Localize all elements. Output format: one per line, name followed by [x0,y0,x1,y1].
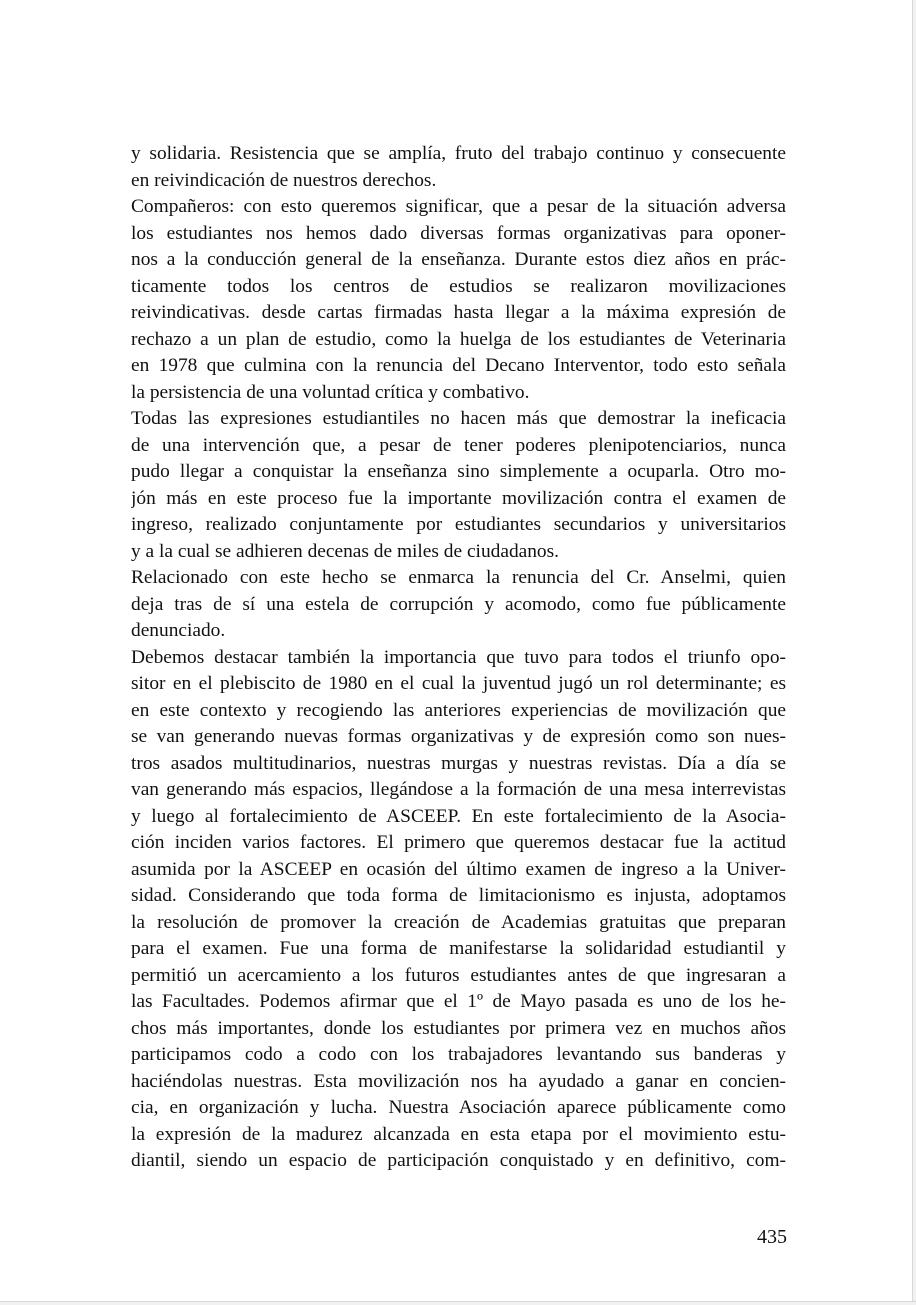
text-line: jón más en este proceso fue la importante movilización contra el examen de [131,487,786,509]
text-line: y a la cual se adhieren decenas de miles de ciudadanos. [131,540,560,562]
text-line: para el examen. Fue una forma de manifestarse la solidaridad estudiantil y [131,938,786,959]
text-line: diantil, siendo un espacio de participación conquistado y en definitivo, com- [131,1150,786,1171]
text-line: las Facultades. Podemos afirmar que el 1º de Mayo pasada es uno de los he- [131,991,786,1012]
text-line: ticamente todos los centros de estudios se realizaron movilizaciones [131,275,786,297]
text-line: rechazo a un plan de estudio, como la huelga de los estudiantes de Veterinaria [131,328,786,350]
text-line: denunciado. [131,620,226,641]
text-line: pudo llegar a conquistar la enseñanza sino simplemente a ocuparla. Otro mo- [131,461,786,482]
text-line: en reivindicación de nuestros derechos. [131,169,437,191]
page-edge-bottom [0,1301,916,1305]
text-line: reivindicativas. desde cartas firmadas hasta llegar a la máxima expresión de [131,302,786,323]
text-line: sitor en el plebiscito de 1980 en el cual la juventud jugó un rol determinante; es [131,673,786,694]
text-line: los estudiantes nos hemos dado diversas formas organizativas para oponer- [131,222,786,244]
text-line: chos más importantes, donde los estudiantes por primera vez en muchos años [131,1017,786,1039]
text-line: ción inciden varios factores. El primero que queremos destacar fue la actitud [131,832,786,853]
body-text [131,141,786,1175]
text-line: en 1978 que culmina con la renuncia del Decano Interventor, todo esto señala [131,355,786,376]
text-line: van generando más espacios, llegándose a la formación de una mesa interrevistas [131,779,786,800]
text-line: Compañeros: con esto queremos significar, que a pesar de la situación adversa [131,196,786,217]
text-line: sidad. Considerando que toda forma de limitacionismo es injusta, adoptamos [131,885,786,906]
text-line: haciéndolas nuestras. Esta movilización nos ha ayudado a ganar en concien- [131,1070,786,1092]
text-line: Todas las expresiones estudiantiles no hacen más que demostrar la ineficacia [131,408,786,429]
text-line: cia, en organización y lucha. Nuestra Asociación aparece públicamente como [131,1097,786,1118]
text-line: Debemos destacar también la importancia que tuvo para todos el triunfo opo- [131,646,786,668]
text-line: deja tras de sí una estela de corrupción y acomodo, como fue públicamente [131,593,786,615]
text-line: permitió un acercamiento a los futuros estudiantes antes de que ingresaran a [131,964,786,986]
text-line: en este contexto y recogiendo las anteriores experiencias de movilización que [131,699,786,721]
text-line: y solidaria. Resistencia que se amplía, fruto del trabajo continuo y consecuente [131,143,786,164]
text-line: Relacionado con este hecho se enmarca la renuncia del Cr. Anselmi, quien [131,567,786,588]
text-line: la expresión de la madurez alcanzada en esta etapa por el movimiento estu- [131,1123,786,1145]
text-line: participamos codo a codo con los trabajadores levantando sus banderas y [131,1044,786,1065]
text-line: nos a la conducción general de la enseñanza. Durante estos diez años en prác- [131,249,786,270]
text-line: de una intervención que, a pesar de tener poderes plenipotenciarios, nunca [131,434,786,456]
text-line: tros asados multitudinarios, nuestras murgas y nuestras revistas. Día a día se [131,752,786,774]
text-line: y luego al fortalecimiento de ASCEEP. En este fortalecimiento de la Asocia- [131,805,786,827]
text-line: se van generando nuevas formas organizativas y de expresión como son nues- [131,726,786,747]
page-edge-right [912,0,916,1305]
text-line: la resolución de promover la creación de Academias gratuitas que preparan [131,911,786,933]
text-line: ingreso, realizado conjuntamente por estudiantes secundarios y universitarios [131,514,786,535]
page-number: 435 [757,1226,787,1248]
text-line: asumida por la ASCEEP en ocasión del último examen de ingreso a la Univer- [131,858,786,880]
text-line: la persistencia de una voluntad crítica y combativo. [131,381,530,403]
